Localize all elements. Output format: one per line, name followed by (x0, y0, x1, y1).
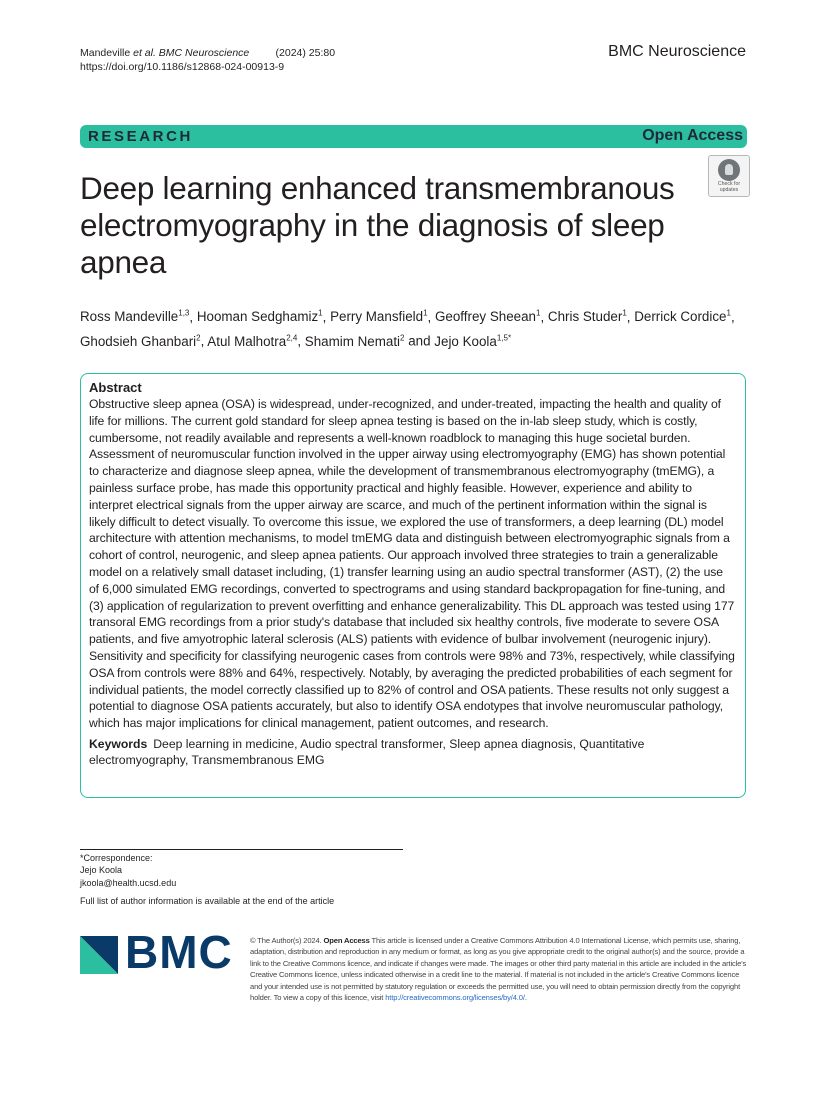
updates-label: updates (719, 187, 739, 193)
bmc-logo-icon (80, 936, 118, 974)
correspondence-name: Jejo Koola (80, 865, 123, 876)
doi-link[interactable]: https://doi.org/10.1186/s12868-024-00913-9 (80, 61, 285, 73)
check-for-label: Check for (717, 181, 741, 187)
check-for-updates-badge[interactable] (708, 155, 750, 197)
author[interactable]: Geoffrey Sheean$^1$ (435, 309, 541, 325)
open-access-bold: Open Access (323, 936, 370, 945)
article-title: Deep learning enhanced transmembranous electromyography in the diagnosis of sleep apnea (80, 170, 675, 280)
author[interactable]: Hooman Sedghamiz$^1$ (196, 309, 323, 325)
abstract-text: Obstructive sleep apnea (OSA) is widespread, under-recognized, and under-treated, impacting the health and quality of life for millions. The current gold standard for sleep apnea testing is based on the in-lab sleep study, which is costly, cumbersome, not readily available and represents a well-known roadblock to managing this huge societal burden. Assessment of neuromuscular function involved in the upper airway using electromyography (EMG) has shown potential to characterize and diagnose sleep apnea, while the development of transmembranous electromyography (tmEMG), a painless surface probe, has made this opportunity practical and highly feasible. However, experience and ability to interpret electrical signals from the upper airway are scarce, and much of the pertinent information within the signal is likely difficult to detect visually. To overcome this issue, we explored the use of transformers, a deep learning (DL) model architecture with attention mechanisms, to model tmEMG data and distinguish between electromyographic signals from a cohort of control, neurogenic, and sleep apnea patients. Our approach involved three strategies to train a generalizable model on a relatively small dataset including, (1) transfer learning using an audio spectral transformer (AST), (2) the use of 6,000 simulated EMG recordings, converted to spectrograms and using standard backpropagation for fine-tuning, and (3) application of regularization to prevent overfitting and enhance generalizability. This DL approach was tested using 177 transoral EMG recordings from a prior study's database that included six healthy controls, five moderate to severe OSA patients, and five amyotrophic lateral sclerosis (ALS) patients with evidence of bulbar involvement (neurogenic injury). Sensitivity and specificity for classifying neurogenic cases from controls were 98% and 73%, respectively, while classifying OSA from controls were 88% and 64%, respectively. Notably, by averaging the predicted probabilities of each segment for individual patients, the model correctly classified up to 82% of control and OSA patients. These results not only suggest a potential to diagnose OSA patients accurately, but also to identify OSA endotypes that involve neuromuscular pathology, which has major implications for clinical management, patient outcomes, and research. (89, 397, 735, 731)
author[interactable]: Perry Mansfield$^1$ (330, 309, 428, 325)
bmc-logo (80, 926, 233, 978)
author[interactable]: Derrick Cordice$^1$ (634, 309, 731, 325)
journal-name: BMC Neuroscience (608, 43, 746, 60)
abstract-heading: Abstract (89, 380, 142, 395)
keywords (89, 736, 735, 769)
bmc-logo-text: BMC (125, 926, 233, 978)
correspondence-email[interactable]: jkoola@health.ucsd.edu (80, 877, 177, 888)
article-type-label: RESEARCH (88, 128, 193, 145)
article-type-band (80, 125, 747, 148)
author[interactable]: Jejo Koola$^{1,5*}$ (434, 333, 512, 349)
license-text: © The Author(s) 2024. Open Access This article is licensed under a Creative Commons Attribution 4.0 International License, which permits use, sharing, adaptation, distribution and reproduction in any medium or format, as long as you give appropriate credit to the original author(s) and the source, provide a link to the Creative Commons licence, and indicate if changes were made. The images or other third party material in this article are included in the article's Creative Commons licence, unless indicated otherwise in a credit line to the material. If material is not included in the article's Creative Commons licence and your intended use is not permitted by statutory regulation or exceeds the permitted use, you will need to obtain permission directly from the copyright holder. To view a copy of this licence, visit http://creativecommons.org/licenses/by/4.0/. (250, 936, 747, 1003)
correspondence (80, 852, 176, 889)
author[interactable]: Shamim Nemati$^2$ (304, 333, 405, 349)
author[interactable]: Atul Malhotra$^{2,4}$ (207, 333, 298, 349)
correspondence-label: *Correspondence: (80, 853, 153, 863)
author[interactable]: Chris Studer$^1$ (547, 309, 627, 325)
footnote-divider (80, 849, 403, 850)
license-link[interactable]: http://creativecommons.org/licenses/by/4.0/ (385, 993, 525, 1003)
abstract-box (80, 373, 746, 798)
author[interactable]: Ross Mandeville$^{1,3}$ (80, 309, 190, 325)
open-access-label: Open Access (642, 127, 743, 144)
full-author-info-note: Full list of author information is available at the end of the article (80, 896, 335, 906)
keywords-text: Deep learning in medicine, Audio spectral transformer, Sleep apnea diagnosis, Quantitative electromyography, Transmembranous EMG (89, 736, 645, 768)
citation-header (80, 46, 335, 74)
author[interactable]: Ghodsieh Ghanbari$^2$ (80, 333, 201, 349)
citation-year: (2024) 25:80 (275, 47, 336, 59)
authors-and: and (408, 333, 431, 349)
keywords-label: Keywords (89, 736, 148, 751)
bookmark-icon (718, 159, 740, 181)
citation-author: Mandeville (80, 47, 131, 59)
author-list: Ross Mandeville$^{1,3}$, Hooman Sedghamiz$^1$, Perry Mansfield$^1$, Geoffrey Sheean$^1$, Chris Studer$^1$, Derrick Cordice$^1$, Ghodsieh Ghanbari$^2$, Atul Malhotra$^{2,4}$, Shamim Nemati$^2$ and Jejo Koola$^{1,5*}$ (80, 309, 735, 349)
citation-journal: et al. BMC Neuroscience (133, 47, 250, 59)
